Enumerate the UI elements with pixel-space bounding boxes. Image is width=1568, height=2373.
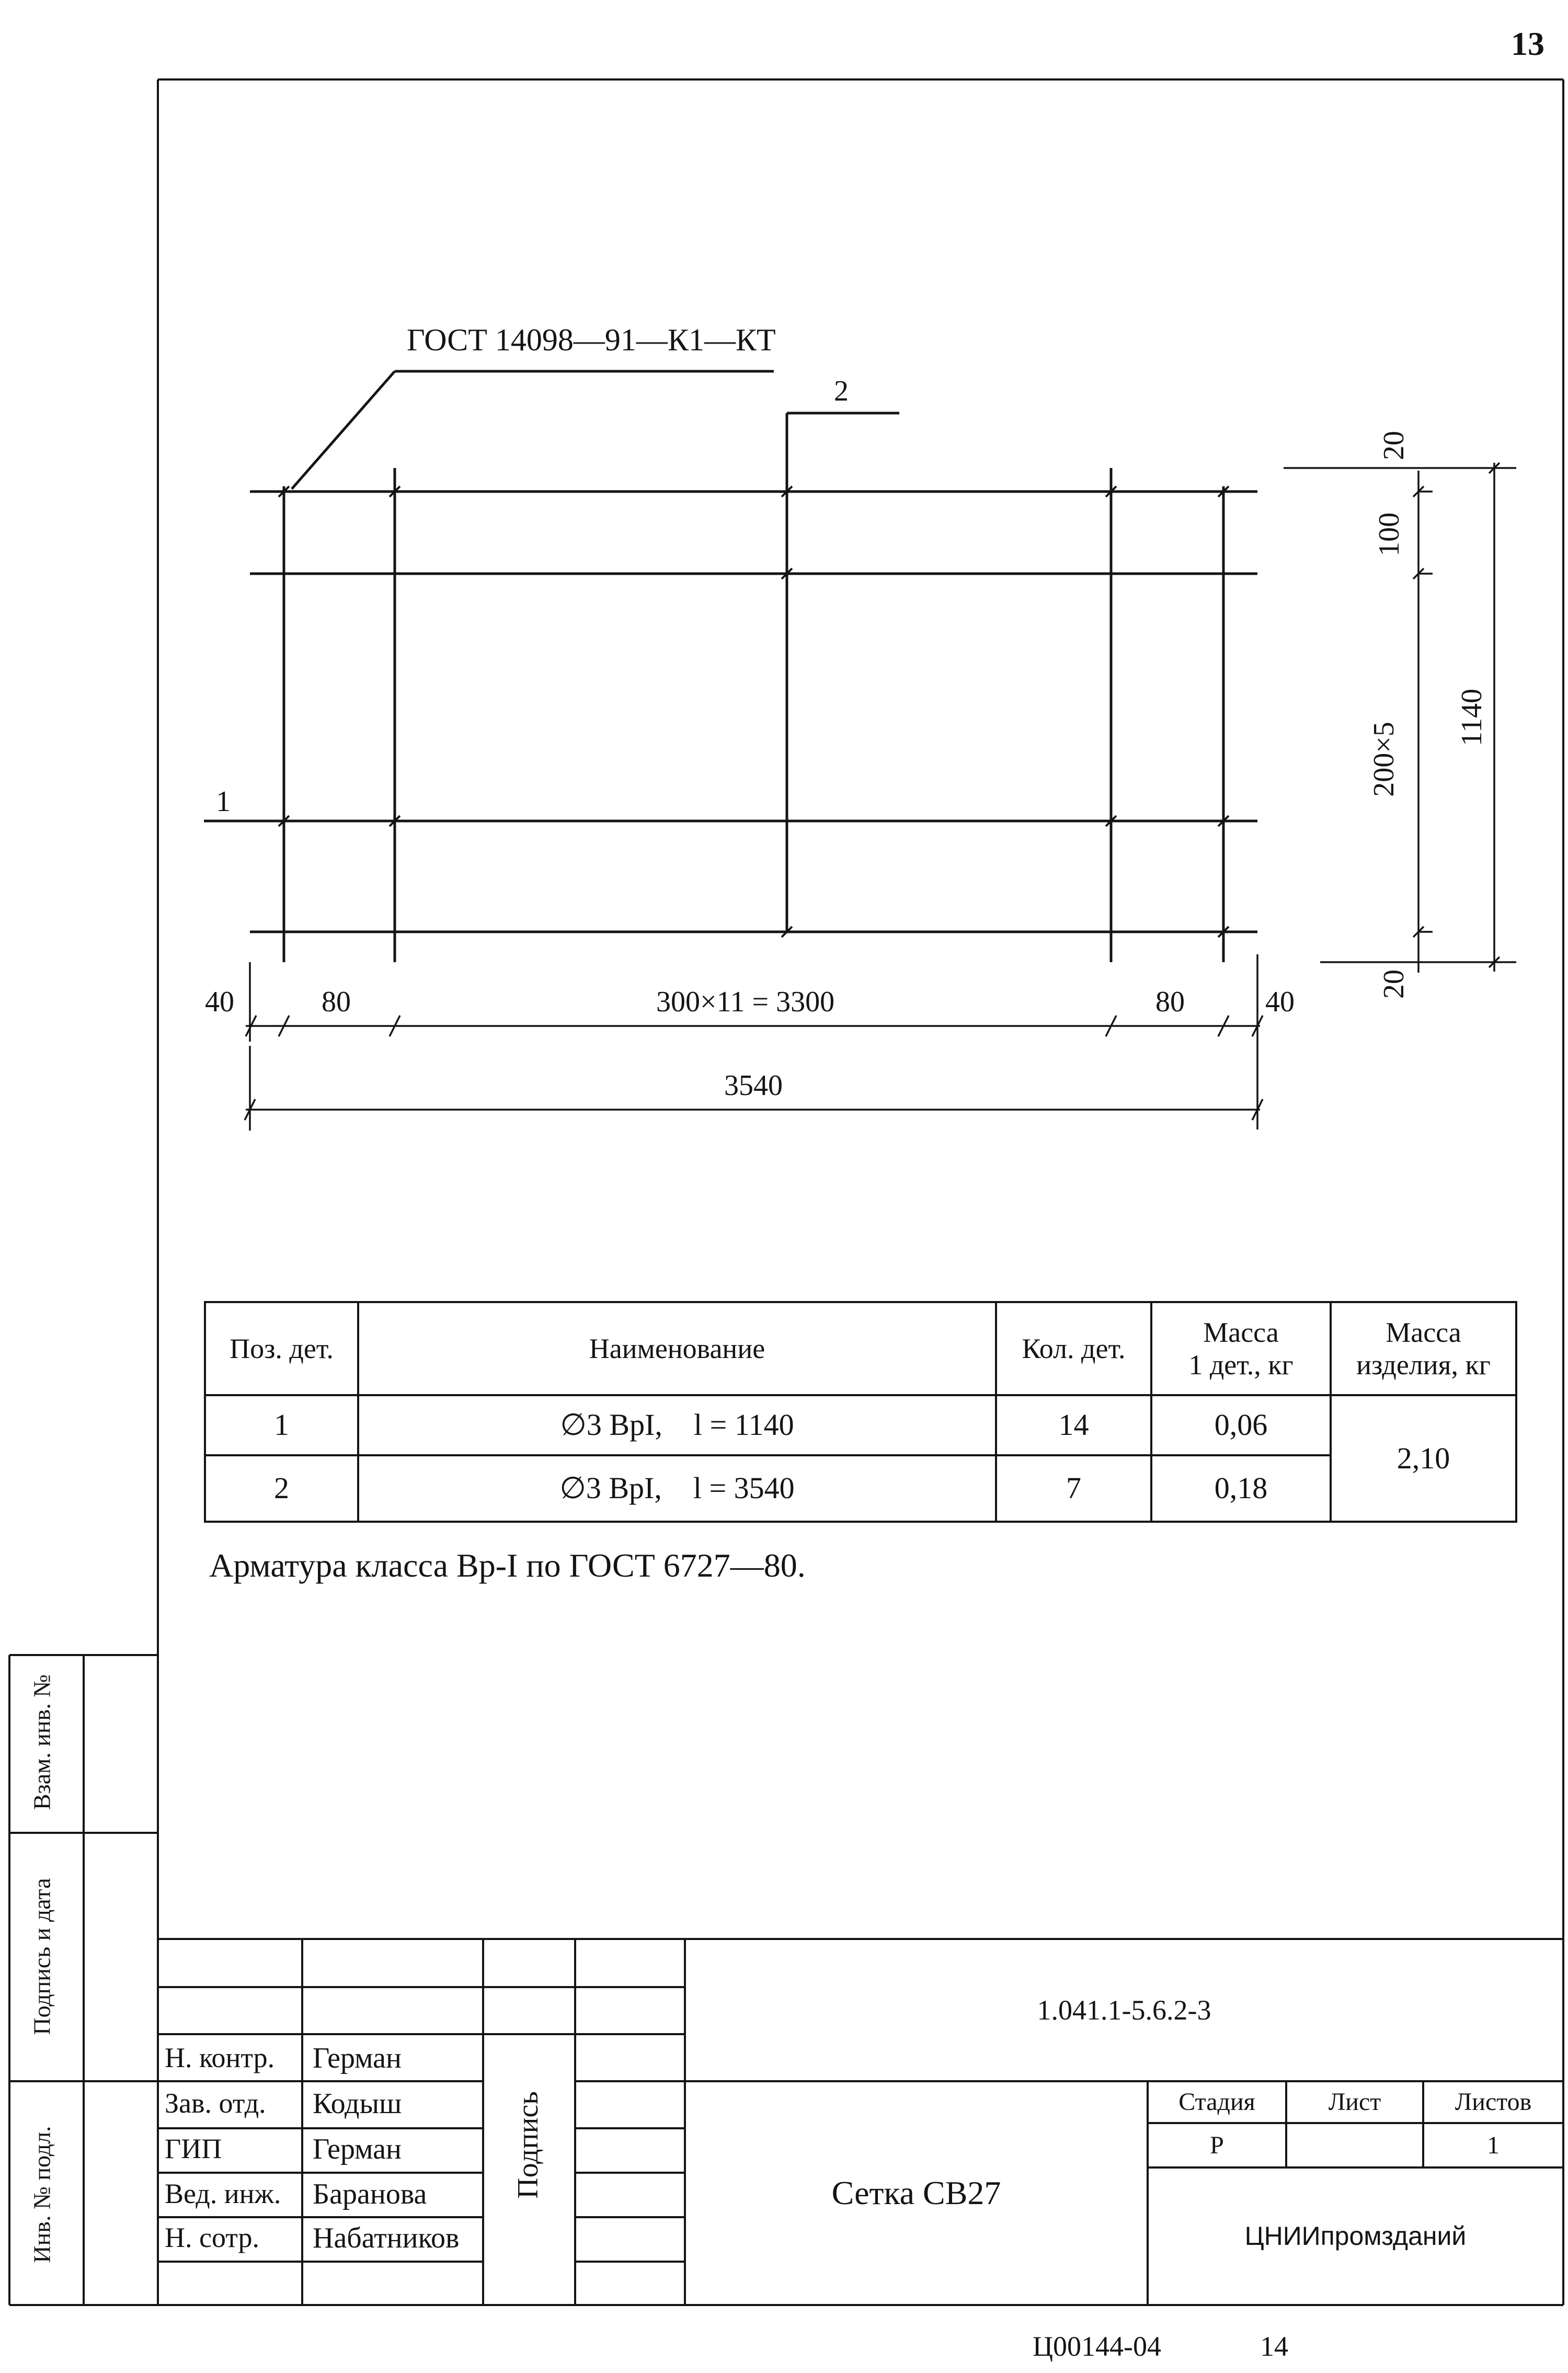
spec-row-2-pos: 2 bbox=[274, 1471, 289, 1505]
mesh-bars bbox=[204, 371, 1257, 962]
dim-middle: 300×11 = 3300 bbox=[656, 986, 835, 1018]
organization: ЦНИИпромзданий bbox=[1244, 2221, 1467, 2251]
sheets-header: Листов bbox=[1455, 2088, 1532, 2116]
name-zav-otd: Кодыш bbox=[313, 2087, 402, 2120]
name-n-sotr: Набатников bbox=[313, 2222, 460, 2254]
dim-right-40: 40 bbox=[1265, 986, 1295, 1018]
spec-row-1-qty: 14 bbox=[1058, 1408, 1089, 1442]
reinforcement-note: Арматура класса Вр-I по ГОСТ 6727—80. bbox=[209, 1547, 806, 1584]
position-2-label: 2 bbox=[834, 375, 849, 407]
role-ved-inzh: Вед. инж. bbox=[165, 2178, 281, 2209]
footer-code: Ц00144-04 bbox=[1033, 2331, 1161, 2362]
spec-row-2-mass: 0,18 bbox=[1214, 1471, 1268, 1505]
spec-header-mass bbox=[1151, 1302, 1331, 1395]
doc-code: 1.041.1-5.6.2-3 bbox=[1037, 1994, 1211, 2026]
stage-header: Стадия bbox=[1178, 2088, 1255, 2116]
spec-row-1-mass: 0,06 bbox=[1214, 1408, 1268, 1442]
weld-ticks bbox=[279, 486, 1229, 937]
side-stamp-inv-podl: Инв. № подл. bbox=[28, 2126, 55, 2263]
spec-header-total bbox=[1331, 1302, 1516, 1395]
spec-row-1-bar: ∅3 BpI, bbox=[560, 1408, 662, 1442]
item-title: Сетка СВ27 bbox=[831, 2174, 1001, 2212]
spec-row-2-qty: 7 bbox=[1066, 1471, 1081, 1505]
spec-row-1-name bbox=[358, 1395, 996, 1455]
spec-row-1-length: l = 1140 bbox=[693, 1408, 794, 1442]
stage-value: Р bbox=[1210, 2131, 1224, 2159]
dim-right-80: 80 bbox=[1155, 986, 1185, 1018]
dim-left-40: 40 bbox=[205, 986, 234, 1018]
dim-left-80: 80 bbox=[322, 986, 351, 1018]
spec-header-mass-line1: Масса bbox=[1203, 1316, 1279, 1348]
spec-header-name: Наименование bbox=[589, 1332, 765, 1364]
role-n-kontr: Н. контр. bbox=[165, 2042, 275, 2073]
dim-total-length: 3540 bbox=[724, 1069, 783, 1102]
footer-page: 14 bbox=[1260, 2331, 1288, 2362]
dim-total-height: 1140 bbox=[1455, 689, 1488, 746]
side-stamp-vzam: Взам. инв. № bbox=[28, 1674, 55, 1810]
side-stamp-podpis-data: Подпись и дата bbox=[28, 1878, 55, 2035]
spec-row-2-length: l = 3540 bbox=[693, 1471, 795, 1505]
page-number: 13 bbox=[1511, 25, 1544, 62]
role-n-sotr: Н. сотр. bbox=[165, 2222, 260, 2253]
spec-header-pos: Поз. дет. bbox=[230, 1332, 334, 1364]
spec-row-2-name bbox=[358, 1455, 996, 1522]
role-gip: ГИП bbox=[165, 2133, 222, 2164]
position-1-label: 1 bbox=[216, 785, 231, 818]
name-ved-inzh: Баранова bbox=[313, 2178, 427, 2210]
sheet-header: Лист bbox=[1328, 2088, 1381, 2116]
dim-200x5: 200×5 bbox=[1367, 722, 1400, 797]
spec-header-qty: Кол. дет. bbox=[1022, 1332, 1126, 1364]
name-gip: Герман bbox=[313, 2133, 402, 2165]
spec-header-total-line2: изделия, кг bbox=[1356, 1349, 1491, 1381]
horizontal-dimensions bbox=[245, 954, 1263, 1131]
gost-callout-label: ГОСТ 14098—91—К1—КТ bbox=[407, 323, 776, 357]
signature-label: Подпись bbox=[512, 2091, 544, 2199]
dim-100: 100 bbox=[1373, 512, 1405, 556]
dim-bottom-20: 20 bbox=[1378, 969, 1410, 999]
spec-row-2-bar: ∅3 BpI, bbox=[559, 1471, 662, 1505]
spec-header-total-line1: Масса bbox=[1386, 1316, 1461, 1348]
name-n-kontr: Герман bbox=[313, 2042, 402, 2074]
sheet-value bbox=[1286, 2123, 1423, 2167]
dim-top-20: 20 bbox=[1378, 431, 1410, 460]
sheets-value: 1 bbox=[1487, 2131, 1500, 2159]
spec-total-mass: 2,10 bbox=[1397, 1441, 1450, 1475]
spec-row-1-pos: 1 bbox=[274, 1408, 289, 1442]
spec-header-mass-line2: 1 дет., кг bbox=[1188, 1349, 1294, 1381]
role-zav-otd: Зав. отд. bbox=[165, 2087, 266, 2119]
